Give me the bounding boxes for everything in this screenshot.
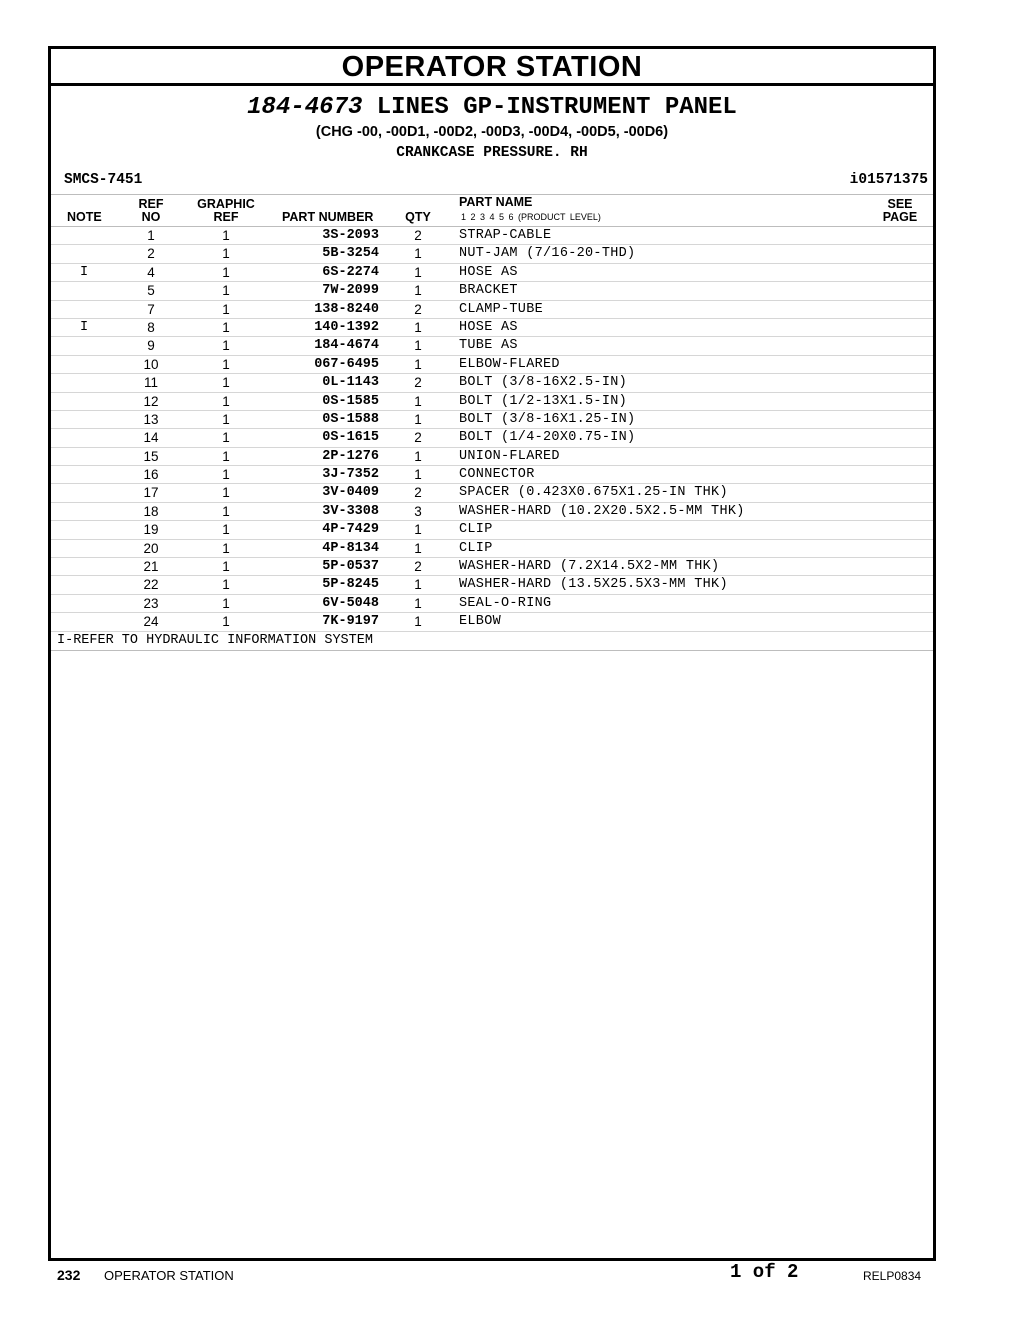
- row-part-number: 4P-7429: [322, 522, 379, 538]
- header-part-name: PART NAME: [459, 195, 533, 209]
- row-ref-no: 11: [143, 375, 158, 391]
- header-ref-bottom: NO: [141, 210, 161, 224]
- parts-table-body: [51, 227, 933, 632]
- table-row: [51, 301, 933, 319]
- row-graphic-ref: 1: [222, 448, 230, 464]
- row-part-name: NUT-JAM (7/16-20-THD): [459, 246, 636, 262]
- page-of: 1 of 2: [730, 1261, 799, 1283]
- table-row: [51, 540, 933, 558]
- row-part-name: CLIP: [459, 522, 493, 538]
- row-ref-no: 22: [143, 577, 159, 593]
- row-part-number: 4P-8134: [322, 540, 379, 556]
- row-graphic-ref: 1: [222, 283, 230, 299]
- table-row: [51, 521, 933, 539]
- row-graphic-ref: 1: [222, 411, 230, 427]
- table-row: [51, 356, 933, 374]
- row-qty: 1: [414, 319, 422, 335]
- row-part-name: WASHER-HARD (7.2X14.5X2-MM THK): [459, 559, 720, 575]
- row-graphic-ref: 1: [222, 559, 230, 575]
- header-note: NOTE: [67, 210, 102, 224]
- publication-id: RELP0834: [863, 1269, 922, 1283]
- row-ref-no: 1: [147, 228, 155, 243]
- page-number: 232: [57, 1267, 81, 1283]
- table-header: [51, 195, 933, 227]
- group-title: [51, 95, 933, 121]
- row-part-number: 5B-3254: [322, 246, 379, 262]
- page-footer: [0, 1261, 1020, 1287]
- row-ref-no: 21: [143, 559, 159, 575]
- row-ref-no: 20: [143, 540, 159, 556]
- row-part-number: 7W-2099: [322, 283, 379, 299]
- row-graphic-ref: 1: [222, 540, 230, 556]
- header-see-bottom: PAGE: [882, 210, 918, 224]
- row-part-number: 138-8240: [314, 301, 379, 317]
- row-qty: 1: [414, 448, 422, 464]
- row-part-number: 5P-8245: [322, 577, 379, 593]
- table-row: [51, 337, 933, 355]
- row-graphic-ref: 1: [222, 393, 230, 409]
- row-part-name: SPACER (0.423X0.675X1.25-IN THK): [459, 485, 728, 501]
- page-frame: [48, 46, 936, 1261]
- row-qty: 1: [414, 595, 422, 611]
- row-qty: 3: [414, 503, 422, 519]
- table-row: [51, 227, 933, 245]
- table-row: [51, 319, 933, 337]
- row-graphic-ref: 1: [222, 577, 230, 593]
- table-row: [51, 374, 933, 392]
- header-qty: QTY: [405, 210, 431, 224]
- row-part-name: BOLT (1/4-20X0.75-IN): [459, 430, 636, 446]
- row-graphic-ref: 1: [222, 614, 230, 630]
- table-row: [51, 282, 933, 300]
- row-ref-no: 8: [147, 319, 155, 335]
- row-part-number: 2P-1276: [322, 448, 379, 464]
- row-qty: 2: [414, 375, 422, 391]
- row-ref-no: 24: [143, 614, 159, 630]
- table-row: [51, 448, 933, 466]
- row-graphic-ref: 1: [222, 467, 230, 483]
- row-part-number: 5P-0537: [322, 559, 379, 575]
- row-part-name: CLIP: [459, 540, 493, 556]
- table-row: [51, 576, 933, 594]
- row-qty: 2: [414, 301, 422, 317]
- table-row: [51, 411, 933, 429]
- row-part-number: 067-6495: [314, 356, 379, 372]
- row-part-number: 0S-1588: [322, 411, 379, 427]
- footer-section: OPERATOR STATION: [104, 1268, 234, 1283]
- table-row: [51, 558, 933, 576]
- row-graphic-ref: 1: [222, 356, 230, 372]
- row-graphic-ref: 1: [222, 503, 230, 519]
- row-part-number: 0L-1143: [322, 375, 379, 391]
- row-part-number: 6V-5048: [322, 595, 379, 611]
- row-part-name: CONNECTOR: [459, 467, 535, 483]
- row-graphic-ref: 1: [222, 301, 230, 317]
- row-qty: 2: [414, 228, 422, 243]
- row-part-number: 0S-1615: [322, 430, 379, 446]
- row-ref-no: 7: [147, 301, 155, 317]
- row-ref-no: 19: [143, 522, 159, 538]
- row-part-number: 3J-7352: [322, 467, 379, 483]
- row-qty: 2: [414, 485, 422, 501]
- smcs-code: SMCS-7451: [64, 172, 143, 188]
- row-ref-no: 14: [143, 430, 159, 446]
- row-ref-no: 9: [147, 338, 155, 354]
- row-ref-no: 17: [143, 485, 159, 501]
- row-graphic-ref: 1: [222, 595, 230, 611]
- header-product-level: 1 2 3 4 5 6 (PRODUCT LEVEL): [461, 212, 601, 222]
- table-row: [51, 595, 933, 613]
- row-qty: 1: [414, 467, 422, 483]
- row-part-number: 0S-1585: [322, 393, 379, 409]
- row-qty: 1: [414, 356, 422, 372]
- illustration-id: i01571375: [849, 172, 928, 188]
- row-graphic-ref: 1: [222, 228, 230, 243]
- table-row: [51, 429, 933, 447]
- row-qty: 1: [414, 522, 422, 538]
- row-part-name: BOLT (3/8-16X1.25-IN): [459, 411, 636, 427]
- row-qty: 1: [414, 283, 422, 299]
- row-ref-no: 16: [143, 467, 159, 483]
- row-graphic-ref: 1: [222, 264, 230, 280]
- row-part-number: 184-4674: [314, 338, 379, 354]
- header-ref-top: REF: [138, 197, 164, 211]
- row-part-number: 3S-2093: [322, 228, 379, 243]
- row-qty: 1: [414, 614, 422, 630]
- row-note: I: [79, 264, 89, 280]
- row-graphic-ref: 1: [222, 485, 230, 501]
- row-part-name: WASHER-HARD (13.5X25.5X3-MM THK): [459, 577, 728, 593]
- section-title: OPERATOR STATION: [51, 49, 933, 86]
- row-ref-no: 23: [143, 595, 159, 611]
- table-row: [51, 503, 933, 521]
- row-qty: 1: [414, 264, 422, 280]
- footnote: I-REFER TO HYDRAULIC INFORMATION SYSTEM: [51, 632, 933, 651]
- table-row: [51, 466, 933, 484]
- row-part-name: ELBOW: [459, 614, 502, 630]
- row-qty: 1: [414, 393, 422, 409]
- row-note: I: [79, 319, 89, 335]
- row-graphic-ref: 1: [222, 246, 230, 262]
- row-qty: 2: [414, 559, 422, 575]
- table-row: [51, 484, 933, 502]
- row-ref-no: 12: [143, 393, 159, 409]
- row-part-number: 7K-9197: [322, 614, 379, 630]
- row-ref-no: 13: [143, 411, 159, 427]
- row-qty: 1: [414, 540, 422, 556]
- table-row: [51, 264, 933, 282]
- change-line: (CHG -00, -00D1, -00D2, -00D3, -00D4, -00D5, -00D6): [315, 124, 669, 140]
- row-part-name: BRACKET: [459, 283, 518, 299]
- row-ref-no: 15: [143, 448, 159, 464]
- header-graphic-bottom: REF: [213, 210, 239, 224]
- row-ref-no: 18: [143, 503, 159, 519]
- row-qty: 1: [414, 411, 422, 427]
- header-see-top: SEE: [887, 197, 913, 211]
- row-graphic-ref: 1: [222, 338, 230, 354]
- row-part-name: STRAP-CABLE: [459, 228, 552, 243]
- row-ref-no: 5: [147, 283, 155, 299]
- group-number: 184-4673: [247, 94, 363, 121]
- row-part-name: HOSE AS: [459, 264, 518, 280]
- header-part-number: PART NUMBER: [282, 210, 374, 224]
- row-qty: 2: [414, 430, 422, 446]
- row-part-name: WASHER-HARD (10.2X20.5X2.5-MM THK): [459, 503, 745, 519]
- row-part-name: ELBOW-FLARED: [459, 356, 560, 372]
- row-graphic-ref: 1: [222, 319, 230, 335]
- code-bar: [51, 168, 933, 195]
- row-part-number: 3V-0409: [322, 485, 379, 501]
- row-ref-no: 10: [143, 356, 159, 372]
- row-qty: 1: [414, 338, 422, 354]
- group-subtitle: CRANKCASE PRESSURE. RH: [396, 145, 588, 161]
- row-part-number: 6S-2274: [322, 264, 379, 280]
- row-part-name: UNION-FLARED: [459, 448, 560, 464]
- header-graphic-top: GRAPHIC: [197, 197, 255, 211]
- row-part-name: HOSE AS: [459, 319, 518, 335]
- row-qty: 1: [414, 246, 422, 262]
- row-ref-no: 2: [147, 246, 155, 262]
- row-graphic-ref: 1: [222, 375, 230, 391]
- row-part-name: BOLT (1/2-13X1.5-IN): [459, 393, 628, 409]
- row-graphic-ref: 1: [222, 522, 230, 538]
- row-qty: 1: [414, 577, 422, 593]
- table-row: [51, 245, 933, 263]
- row-part-name: SEAL-O-RING: [459, 595, 552, 611]
- table-row: [51, 393, 933, 411]
- row-part-name: TUBE AS: [459, 338, 518, 354]
- row-graphic-ref: 1: [222, 430, 230, 446]
- row-part-name: BOLT (3/8-16X2.5-IN): [459, 375, 628, 391]
- row-part-name: CLAMP-TUBE: [459, 301, 544, 317]
- group-name: LINES GP-INSTRUMENT PANEL: [362, 94, 737, 121]
- row-ref-no: 4: [147, 264, 155, 280]
- row-part-number: 3V-3308: [322, 503, 379, 519]
- row-part-number: 140-1392: [314, 319, 379, 335]
- table-row: [51, 613, 933, 631]
